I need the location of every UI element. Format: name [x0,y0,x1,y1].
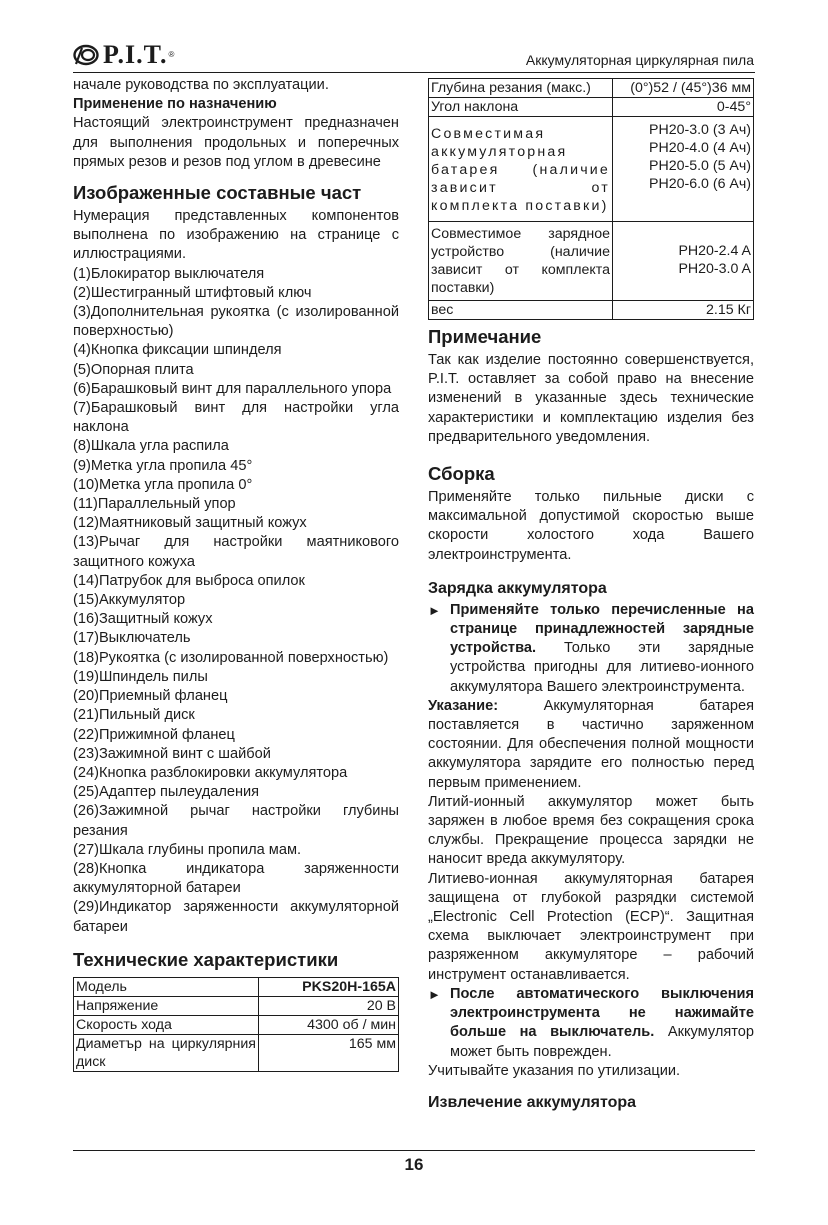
list-item: (8)Шкала угла распила [73,438,229,455]
spec-key: вес [429,301,613,320]
list-item: (18)Рукоятка (с изолированной поверхностью) [73,649,389,666]
list-item: (3)Дополнительная рукоятка (с изолированной поверхностью) [73,304,399,340]
battery-option: PH20-5.0 (5 Ач) [648,158,751,174]
list-item: (11)Параллельный упор [73,496,236,513]
list-item: (23)Зажимной винт с шайбой [73,745,271,762]
liion-text: Литий-ионный аккумулятор может быть заряжен в любое время без сокращения срока службы. Прекращение процесса зарядки не наносит вреда аккумулятору. [428,793,754,868]
hint-paragraph [428,697,754,793]
list-item: (20)Приемный фланец [73,688,228,705]
list-item: (1)Блокиратор выключателя [73,265,265,282]
logo-text: P.I.T. [103,40,168,70]
list-item: (9)Метка угла пропила 45° [73,457,253,474]
charger-option: PH20-3.0 A [678,261,751,277]
list-item: (7)Барашковый винт для настройки угла наклона [73,400,399,436]
table-row [429,301,754,320]
logo-registered-mark: ® [168,50,175,60]
pit-logo-icon [73,44,99,66]
list-item: (13)Рычаг для настройки маятникового защитного кожуха [73,534,399,570]
assembly-text: Применяйте только пильные диски с максимальной допустимой скоростью выше скорости холостого хода Вашего электроинструмента. [428,489,754,563]
list-item: (6)Барашковый винт для параллельного упора [73,380,392,397]
specs-heading: Технические характеристики [73,948,339,970]
battery-option: PH20-4.0 (4 Ач) [648,140,751,156]
purpose-heading: Применение по назначению [73,96,277,113]
spec-value: 20 В [259,996,399,1015]
spec-key: Совместимая аккумуляторная батарея (наличие зависит от комплекта поставки) [429,117,613,222]
list-item: (12)Маятниковый защитный кожух [73,515,307,532]
spec-value: PKS20H-165A [259,977,399,996]
parts-heading: Изображенные составные част [73,182,362,204]
battery-option: PH20-6.0 (6 Ач) [648,176,751,192]
list-item: (27)Шкала глубины пропила мам. [73,841,302,858]
list-item: (14)Патрубок для выброса опилок [73,572,305,589]
spec-value: 0-45° [613,98,754,117]
purpose-text: Настоящий электроинструмент предназначен для выполнения продольных и поперечных прямых резов и резов под углом в древесине [73,115,399,170]
bullet-text: Аккумулятор может быть поврежден. [450,1024,755,1060]
battery-option: PH20-3.0 (3 Ач) [648,122,751,138]
left-column [73,76,399,1072]
bullet-bold: После автоматического выключения электроинструмента не нажимайте больше на выключатель. [450,985,754,1041]
running-head: Аккумуляторная циркулярная пила [525,52,754,68]
specs-table-right [428,78,754,320]
table-row [74,996,399,1015]
list-item: (15)Аккумулятор [73,592,186,609]
disposal-text: Учитывайте указания по утилизации. [428,1062,681,1079]
bullet-arrow-icon: ► [428,986,441,1002]
table-row [429,79,754,98]
spec-key: Совместимое зарядное устройство (наличие зависит от комплекта поставки) [429,222,613,301]
list-item: (16)Защитный кожух [73,611,213,628]
list-item: (19)Шпиндель пилы [73,668,208,685]
bullet-bold: Применяйте только перечисленные на странице принадлежностей зарядные устройства. [450,601,754,657]
spec-value [613,222,754,301]
table-row [74,977,399,996]
note-text: Так как изделие постоянно совершенствуется, P.I.T. оставляет за собой право на внесение изменений в указанные здесь технические характеристики и комплектацию изделия без предварительного уведомления. [428,352,754,445]
parts-list [73,265,399,937]
list-item: (21)Пильный диск [73,707,195,724]
page-number: 16 [404,1155,424,1174]
table-row [429,222,754,301]
table-row [429,117,754,222]
brand-logo [73,40,174,70]
charging-heading: Зарядка аккумулятора [428,579,607,597]
spec-value: 2.15 Кг [613,301,754,320]
spec-key: Глубина резания (макс.) [429,79,613,98]
spec-key: Модель [74,977,259,996]
assembly-heading: Сборка [428,463,495,485]
spec-key: Напряжение [74,996,259,1015]
table-row [74,1034,399,1071]
header-rule [73,72,755,73]
list-item: (29)Индикатор заряженности аккумуляторной батареи [73,899,399,935]
charger-option: PH20-2.4 A [678,243,751,259]
spec-key: Угол наклона [429,98,613,117]
list-item: (10)Метка угла пропила 0° [73,476,253,493]
hint-label: Указание: [428,697,499,714]
charging-bullet [428,601,754,697]
spec-value: 4300 об / мин [259,1015,399,1034]
bullet-arrow-icon: ► [428,602,441,618]
spec-key: Скорость хода [74,1015,259,1034]
list-item: (22)Прижимной фланец [73,726,235,743]
hint-text: Аккумуляторная батарея поставляется в частично заряженном состоянии. Для обеспечения полной мощности аккумулятора зарядите его полностью перед первым применением. [428,697,754,791]
list-item: (24)Кнопка разблокировки аккумулятора [73,764,348,781]
list-item: (28)Кнопка индикатора заряженности аккумуляторной батареи [73,860,399,897]
list-item: (17)Выключатель [73,630,191,647]
ecp-text: Литиево-ионная аккумуляторная батарея защищена от глубокой разрядки системой „Electronic Cell Protection (ECP)“. Защитная схема выключает электроинструмент при разряженном аккумуляторе – рабочий инструмент останавливается. [428,870,754,983]
list-item: (4)Кнопка фиксации шпинделя [73,342,282,359]
right-column [428,76,754,1115]
spec-key: Диаметър на циркулярния диск [74,1034,259,1071]
removal-heading: Извлечение аккумулятора [428,1093,637,1111]
list-item: (25)Адаптер пылеудаления [73,784,260,801]
list-item: (5)Опорная плита [73,361,194,378]
bullet-text: Только эти зарядные устройства пригодны для литиево-ионного аккумулятора Вашего электроинструмента. [450,640,754,695]
list-item: (2)Шестигранный штифтовый ключ [73,284,312,301]
spec-value [613,117,754,222]
intro-line: начале руководства по эксплуатации. [73,77,329,93]
note-heading: Примечание [428,326,542,347]
footer-rule [73,1150,755,1151]
spec-value: 165 мм [259,1034,399,1071]
list-item: (26)Зажимной рычаг настройки глубины резания [73,803,399,839]
shutdown-bullet [428,985,754,1062]
specs-table-left [73,977,399,1072]
table-row [74,1015,399,1034]
parts-intro: Нумерация представленных компонентов выполнена по изображению на странице с иллюстрациями. [73,208,399,263]
spec-value: (0°)52 / (45°)36 мм [613,79,754,98]
table-row [429,98,754,117]
